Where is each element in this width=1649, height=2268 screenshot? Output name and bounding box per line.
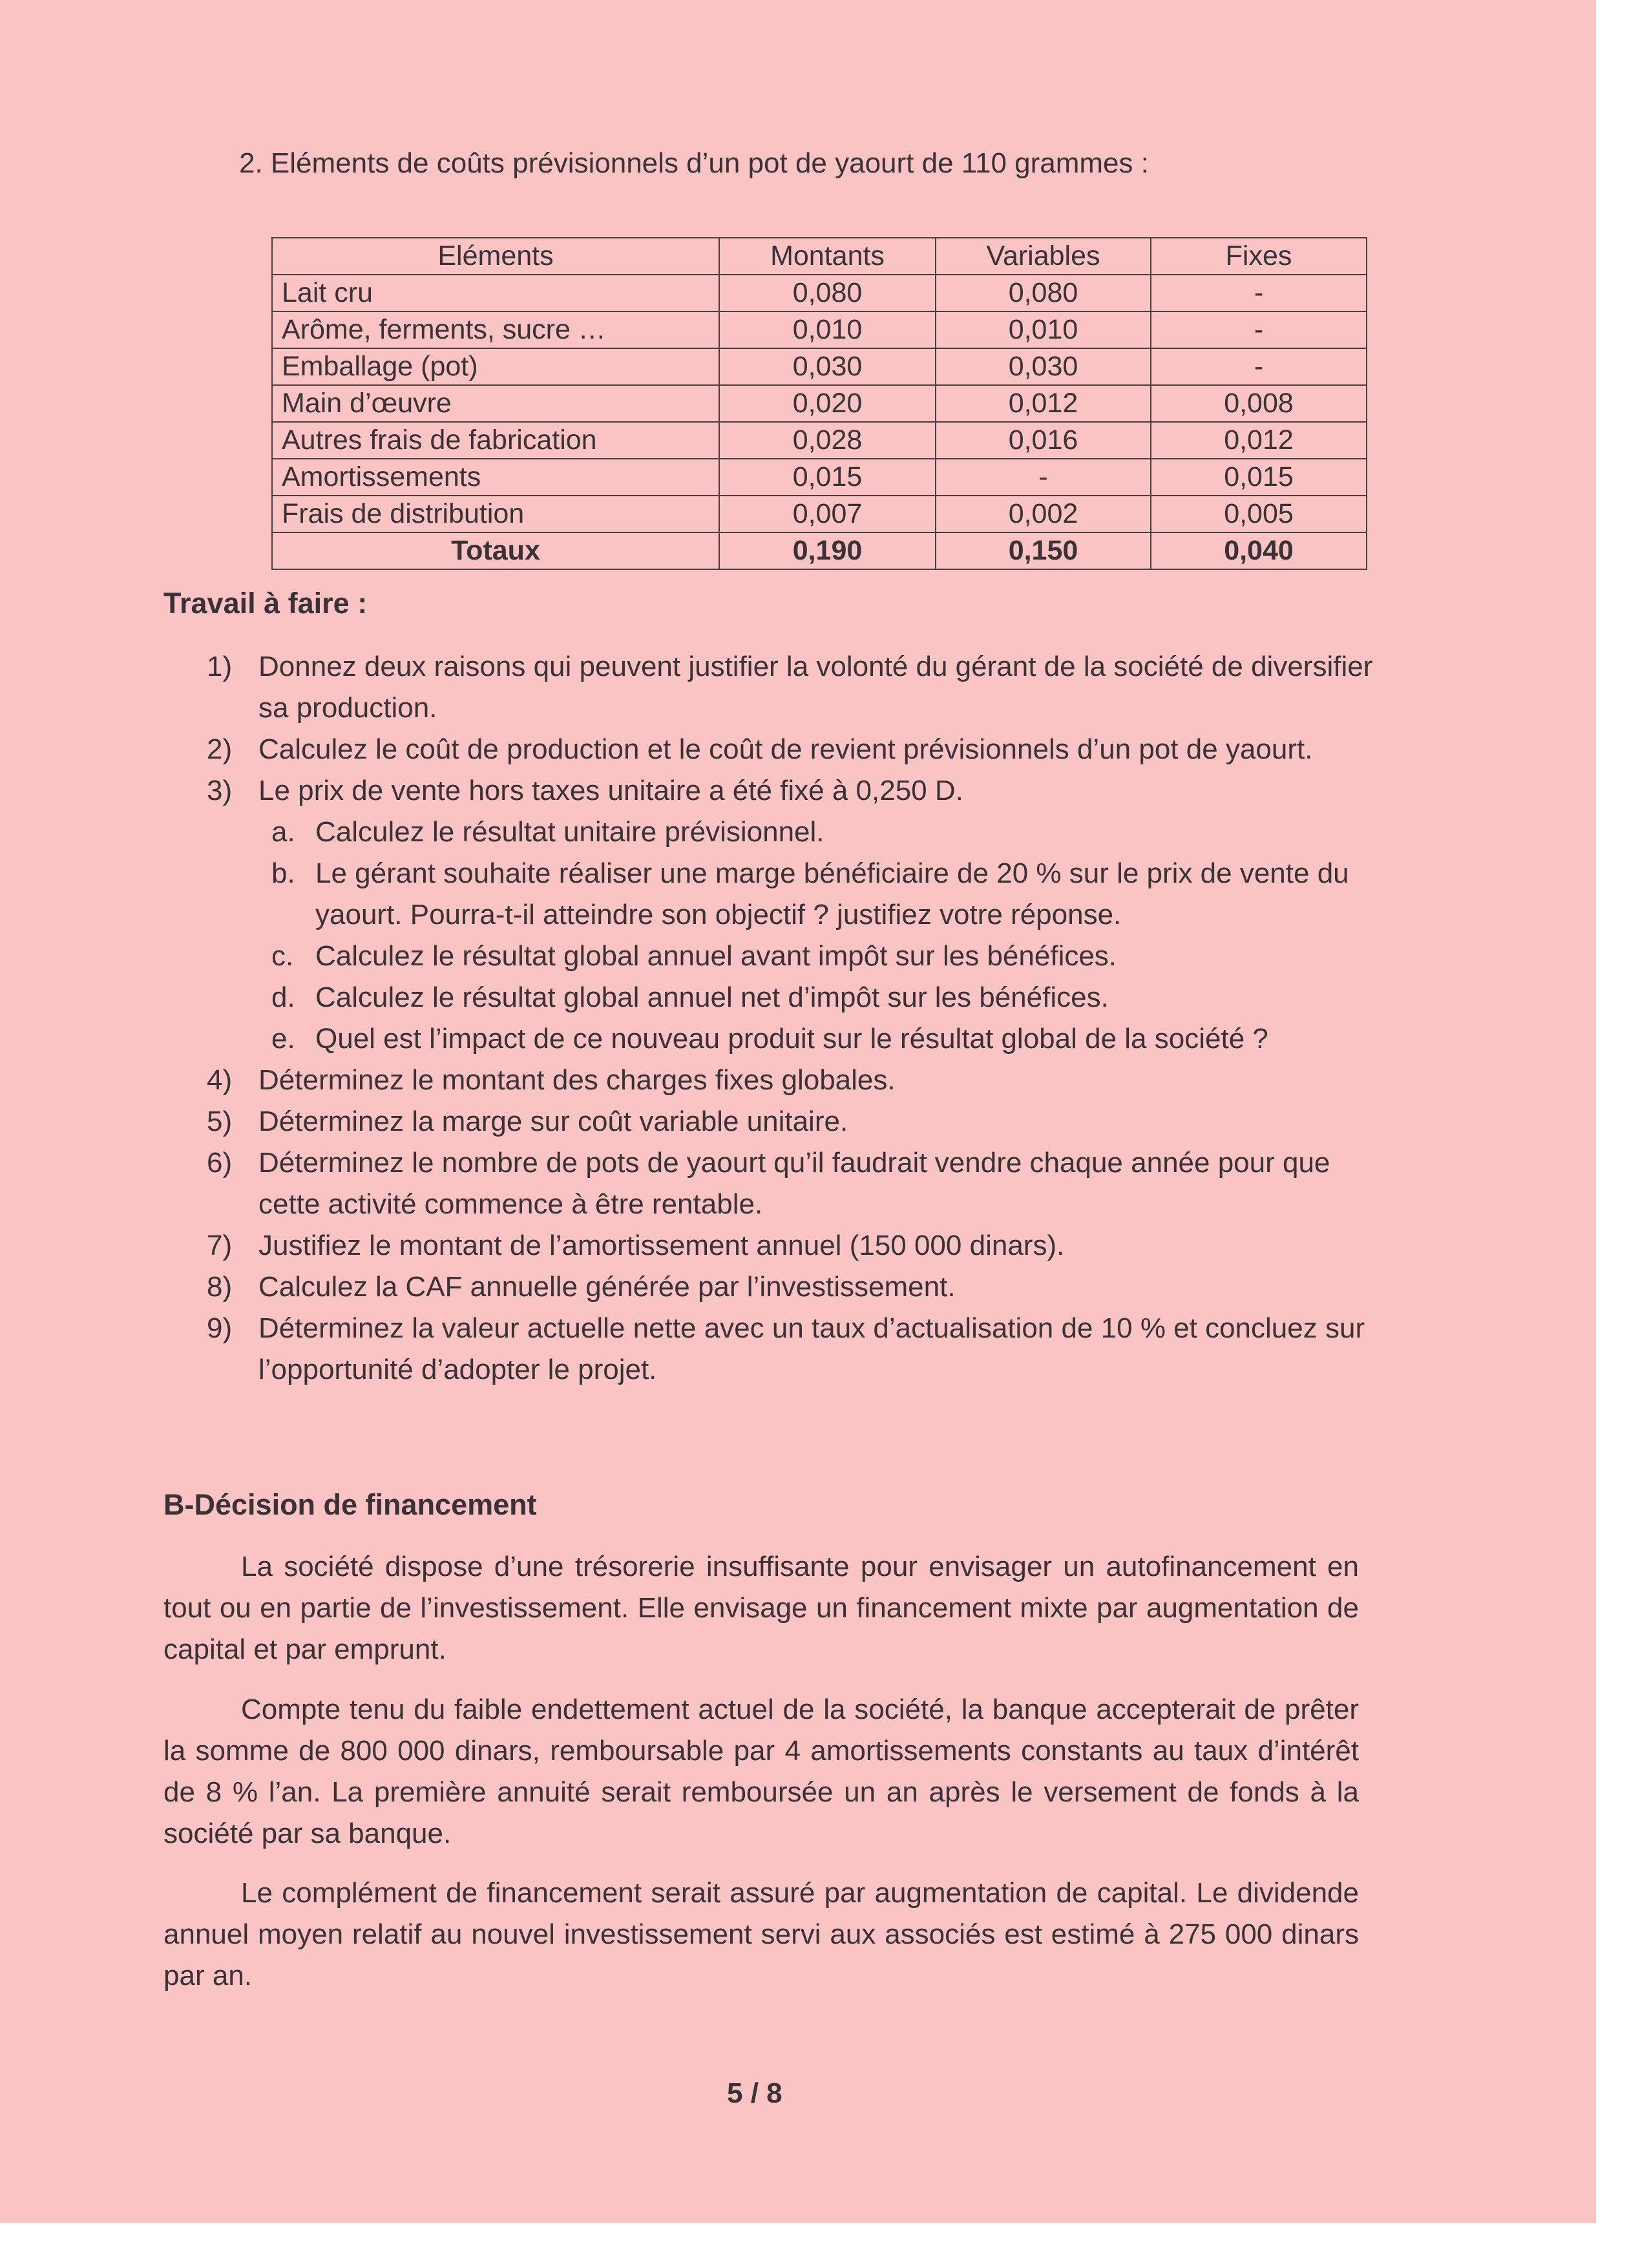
subquestion-item bbox=[207, 853, 1389, 936]
cell-variable: 0,012 bbox=[936, 385, 1151, 422]
table-header-row bbox=[272, 238, 1367, 275]
cell-element: Lait cru bbox=[272, 275, 719, 311]
subquestion-text: Calculez le résultat global annuel avant impôt sur les bénéfices. bbox=[315, 940, 1117, 972]
subquestion-item bbox=[207, 1018, 1389, 1060]
travail-title: Travail à faire : bbox=[163, 587, 368, 620]
question-number: 1) bbox=[207, 651, 233, 682]
cell-element: Autres frais de fabrication bbox=[272, 422, 719, 459]
question-item bbox=[207, 729, 1389, 770]
total-variable: 0,150 bbox=[936, 532, 1151, 569]
question-item bbox=[207, 646, 1389, 729]
subquestion-text: Calculez le résultat unitaire prévisionnel. bbox=[315, 816, 824, 848]
subquestion-text: Calculez le résultat global annuel net d’impôt sur les bénéfices. bbox=[315, 982, 1109, 1013]
cell-fixe: - bbox=[1151, 275, 1367, 311]
question-text: Calculez la CAF annuelle générée par l’investissement. bbox=[258, 1271, 956, 1303]
subquestion-text: Quel est l’impact de ce nouveau produit sur le résultat global de la société ? bbox=[315, 1023, 1268, 1055]
question-number: 3) bbox=[207, 775, 233, 806]
header-montants: Montants bbox=[719, 238, 936, 275]
question-text: Donnez deux raisons qui peuvent justifier la volonté du gérant de la société de diversifier sa production. bbox=[258, 651, 1373, 724]
question-item bbox=[207, 1060, 1389, 1101]
cell-variable: - bbox=[936, 459, 1151, 496]
question-number: 2) bbox=[207, 733, 233, 765]
page-number: 5 / 8 bbox=[727, 2077, 782, 2109]
table-row bbox=[272, 496, 1367, 532]
cost-table bbox=[271, 237, 1367, 570]
question-text: Justifiez le montant de l’amortissement annuel (150 000 dinars). bbox=[258, 1230, 1065, 1261]
cell-element: Main d’œuvre bbox=[272, 385, 719, 422]
cell-fixe: - bbox=[1151, 348, 1367, 385]
table-row bbox=[272, 348, 1367, 385]
cell-fixe: 0,005 bbox=[1151, 496, 1367, 532]
question-number: 8) bbox=[207, 1271, 233, 1303]
total-fixe: 0,040 bbox=[1151, 532, 1367, 569]
cell-fixe: - bbox=[1151, 311, 1367, 348]
question-number: 5) bbox=[207, 1106, 233, 1137]
question-item bbox=[207, 1101, 1389, 1142]
subquestion-letter: b. bbox=[271, 857, 295, 889]
question-item bbox=[207, 1308, 1389, 1391]
question-text: Déterminez le montant des charges fixes globales. bbox=[258, 1064, 896, 1096]
financement-paragraph: La société dispose d’une trésorerie insuffisante pour envisager un autofinancement en tout ou en partie de l’investissement. Elle envisage un financement mixte par augmentation de capital et par emprunt. bbox=[163, 1551, 1359, 1665]
cell-fixe: 0,008 bbox=[1151, 385, 1367, 422]
question-item bbox=[207, 770, 1389, 812]
cell-montant: 0,030 bbox=[719, 348, 936, 385]
question-text: Le prix de vente hors taxes unitaire a été fixé à 0,250 D. bbox=[258, 775, 963, 806]
cell-element: Arôme, ferments, sucre … bbox=[272, 311, 719, 348]
cell-variable: 0,002 bbox=[936, 496, 1151, 532]
question-number: 4) bbox=[207, 1064, 233, 1096]
cell-variable: 0,016 bbox=[936, 422, 1151, 459]
subquestion-item bbox=[207, 936, 1389, 977]
subquestion-item bbox=[207, 977, 1389, 1018]
cell-fixe: 0,012 bbox=[1151, 422, 1367, 459]
cell-fixe: 0,015 bbox=[1151, 459, 1367, 496]
financement-paragraph: Compte tenu du faible endettement actuel de la société, la banque accepterait de prêter la somme de 800 000 dinars, remboursable par 4 amortissements constants au taux d’intérêt de 8 % l’an. La première annuité serait remboursée un an après le versement de fonds à la société par sa banque. bbox=[163, 1694, 1359, 1849]
cell-montant: 0,015 bbox=[719, 459, 936, 496]
question-text: Calculez le coût de production et le coût de revient prévisionnels d’un pot de yaourt. bbox=[258, 733, 1313, 765]
table-row bbox=[272, 459, 1367, 496]
question-number: 6) bbox=[207, 1147, 233, 1179]
subquestion-letter: a. bbox=[271, 816, 295, 848]
question-number: 9) bbox=[207, 1312, 233, 1344]
cell-element: Amortissements bbox=[272, 459, 719, 496]
table-row bbox=[272, 385, 1367, 422]
total-label: Totaux bbox=[272, 532, 719, 569]
question-text: Déterminez la valeur actuelle nette avec un taux d’actualisation de 10 % et concluez sur l’opportunité d’adopter le projet. bbox=[258, 1312, 1365, 1385]
subquestion-letter: e. bbox=[271, 1023, 295, 1055]
question-number: 7) bbox=[207, 1230, 233, 1261]
cell-element: Frais de distribution bbox=[272, 496, 719, 532]
question-item bbox=[207, 1266, 1389, 1308]
table-row bbox=[272, 311, 1367, 348]
header-fixes: Fixes bbox=[1151, 238, 1367, 275]
subquestion-letter: d. bbox=[271, 982, 295, 1013]
question-item bbox=[207, 1225, 1389, 1266]
question-item bbox=[207, 1142, 1389, 1225]
question-list bbox=[207, 646, 1389, 1391]
cell-element: Emballage (pot) bbox=[272, 348, 719, 385]
question-text: Déterminez la marge sur coût variable unitaire. bbox=[258, 1106, 848, 1137]
cell-montant: 0,007 bbox=[719, 496, 936, 532]
cell-variable: 0,030 bbox=[936, 348, 1151, 385]
financement-title: B-Décision de financement bbox=[163, 1488, 537, 1521]
table-row bbox=[272, 275, 1367, 311]
table-total-row bbox=[272, 532, 1367, 569]
table-row bbox=[272, 422, 1367, 459]
question-text: Déterminez le nombre de pots de yaourt qu’il faudrait vendre chaque année pour que cette activité commence à être rentable. bbox=[258, 1147, 1330, 1220]
financement-paragraph: Le complément de financement serait assuré par augmentation de capital. Le dividende annuel moyen relatif au nouvel investissement servi aux associés est estimé à 275 000 dinars par an. bbox=[163, 1877, 1359, 1991]
header-variables: Variables bbox=[936, 238, 1151, 275]
cell-montant: 0,010 bbox=[719, 311, 936, 348]
cell-montant: 0,080 bbox=[719, 275, 936, 311]
header-elements: Eléments bbox=[272, 238, 719, 275]
subquestion-text: Le gérant souhaite réaliser une marge bénéficiaire de 20 % sur le prix de vente du yaourt. Pourra-t-il atteindre son objectif ? justifiez votre réponse. bbox=[315, 857, 1349, 930]
total-montant: 0,190 bbox=[719, 532, 936, 569]
cell-variable: 0,010 bbox=[936, 311, 1151, 348]
table-heading: 2. Eléments de coûts prévisionnels d’un pot de yaourt de 110 grammes : bbox=[239, 147, 1149, 179]
subquestion-item bbox=[207, 812, 1389, 853]
cell-montant: 0,020 bbox=[719, 385, 936, 422]
cell-montant: 0,028 bbox=[719, 422, 936, 459]
subquestion-letter: c. bbox=[271, 940, 294, 972]
cell-variable: 0,080 bbox=[936, 275, 1151, 311]
